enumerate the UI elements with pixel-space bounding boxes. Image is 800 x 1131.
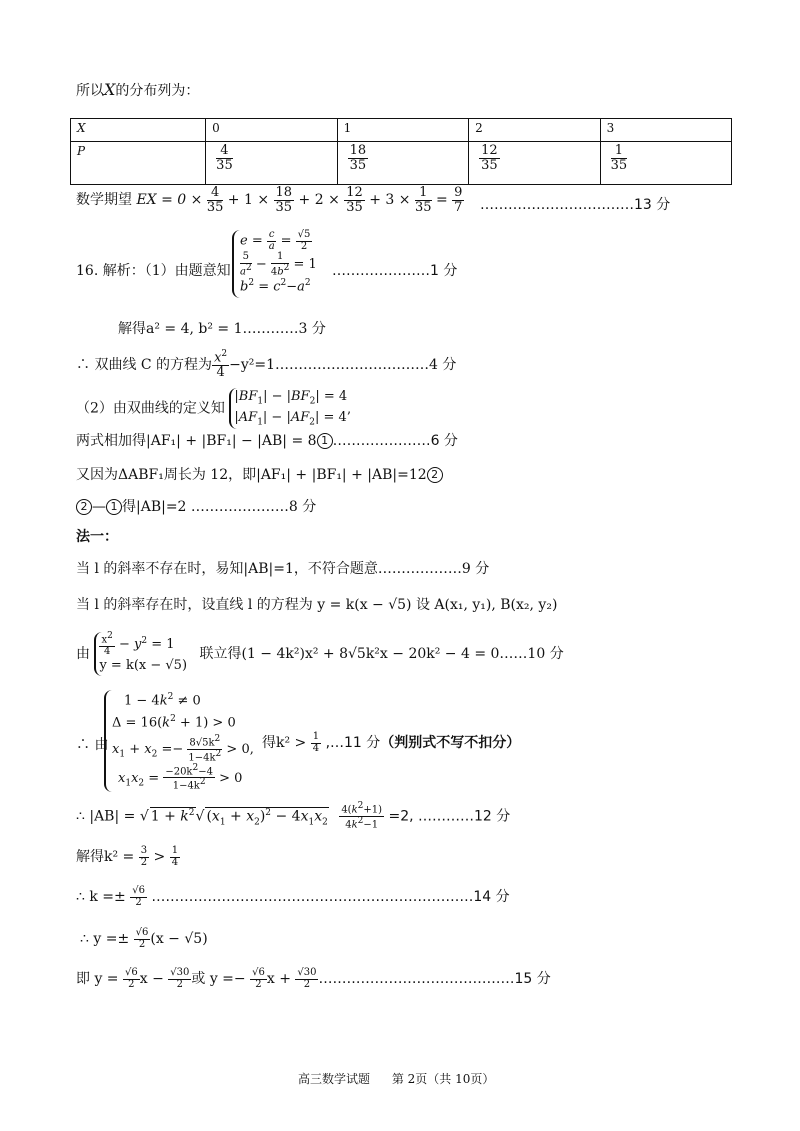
circle-2b: 2 — [76, 499, 92, 515]
distribution-intro — [76, 80, 199, 100]
exp-den-3: 35 — [414, 199, 432, 215]
row-p-label: P — [71, 142, 206, 185]
exp-den-1: 35 — [275, 199, 293, 215]
combine-prefix: 由 — [76, 646, 90, 663]
p-value-2 — [469, 142, 600, 185]
p-den-1: 35 — [349, 157, 367, 173]
p-value-1 — [337, 142, 468, 185]
part2-label: （2）由双曲线的定义知 — [76, 400, 225, 417]
exp-num-0: 4 — [207, 186, 224, 201]
slope-exists-line: 当 l 的斜率存在时，设直线 l 的方程为 y = k(x − √5) 设 A(x₁, y₁), B(x₂, y₂) — [76, 597, 558, 613]
intro-var: X — [104, 80, 116, 99]
k2-solve: 解得k² = $\frac{3}{2}$ > $\frac{1}{4}$ — [76, 845, 179, 868]
x-value-3: 3 — [600, 119, 731, 142]
p16-curve: ∴ 双曲线 C 的方程为 $\frac{x^2}{4}$ −y²=1……………………………4 分 — [76, 349, 457, 380]
final-lines: 即 y = $\frac{√6}{2}$ x − $\frac{√30}{2}$ 或 y =− $\frac{√6}{2}$ x + $\frac{√30}{2}$ ……………………………………15 分 — [76, 967, 551, 990]
p-den-2: 35 — [481, 157, 498, 173]
circle-2: 2 — [427, 467, 443, 483]
x-value-0: 0 — [206, 119, 337, 142]
k2-condition: 得k² > $\frac{1}{4}$ ,…11 分（判别式不写不扣分） — [262, 731, 521, 754]
therefore-by: ∴ 由 — [76, 737, 109, 753]
sum-line-text: 两式相加得|AF₁| + |BF₁| − |AB| = 8 — [76, 433, 317, 449]
k2-solve-prefix: 解得k² = — [76, 849, 135, 865]
diff-line-tail: 得|AB|=2 …………………8 分 — [122, 499, 317, 515]
discriminant-system: $1 - 4k^2 \ne 0$ $\Delta = 16(k^2 + 1) > 0$ $x_1 + x_2$ =− $\frac{8√5k^2}{1-4k^2}$ > 0, $x_1x_2$ = $\frac{-20k^2-4}{1-4k^2}$ > 0 — [104, 690, 254, 792]
intro-rest: 的分布列为： — [115, 83, 200, 99]
footer-page: 第 2页（共 10页） — [391, 1072, 495, 1086]
p-num-1: 18 — [349, 143, 367, 158]
x-value-1: 1 — [337, 119, 468, 142]
p16-points1: …………………1 分 — [332, 263, 458, 279]
no-slope-line: 当 l 的斜率不存在时，易知|AB|=1，不符合题意………………9 分 — [76, 561, 490, 577]
exp-den-2: 35 — [346, 199, 363, 215]
p-den-3: 35 — [610, 157, 628, 173]
p16-diff-line: 2 — 1 得|AB|=2 …………………8 分 — [76, 496, 316, 516]
k2-points: ,…11 分 — [325, 735, 381, 751]
p-den-0: 35 — [216, 157, 233, 173]
table-row-x — [71, 119, 732, 142]
perimeter-text: 又因为ΔABF₁周长为 12，即|AF₁| + |BF₁| + |AB|=12 — [76, 467, 427, 483]
p16-sum-line — [76, 430, 458, 450]
distribution-table — [70, 118, 732, 185]
x-value-2: 2 — [469, 119, 600, 142]
p-num-0: 4 — [216, 144, 233, 159]
exp-num-2: 12 — [346, 185, 363, 200]
line-equation: ∴ y =± $\frac{√6}{2}$ (x − √5) — [80, 927, 208, 950]
p16-perimeter-line — [76, 464, 443, 484]
k-points: ……………………………………………………………14 分 — [151, 889, 510, 905]
method-1-heading: 法一： — [76, 529, 118, 545]
p16-label: 16. 解析：（1）由题意知 — [76, 263, 231, 279]
ab-head: ∴ |AB| = — [76, 808, 136, 825]
exp-result-den: 7 — [454, 199, 463, 215]
line-points: ……………………………………15 分 — [318, 971, 551, 987]
p-num-2: 12 — [481, 143, 498, 158]
exp-den-0: 35 — [206, 199, 224, 215]
line-result-prefix: 即 y = — [76, 971, 119, 987]
circle-1b: 1 — [106, 499, 122, 515]
p-value-0 — [206, 142, 337, 185]
sum-points: …………………6 分 — [332, 433, 458, 449]
page-footer — [298, 1070, 494, 1087]
ab-formula: ∴ |AB| = √ $1 + k^2√$ $(x_1 + x_2)^2 - 4x_1x_2$ $\frac{4(k^2+1)}{4k^2-1}$ =2, …………12 分 — [76, 801, 511, 831]
intro-text: 所以 — [76, 83, 104, 99]
exp-num-3: 1 — [415, 186, 432, 201]
row-x-label: X — [71, 119, 206, 142]
expectation-label: 数学期望 — [76, 192, 132, 209]
p16-part2: （2）由双曲线的定义知 $|BF_1| - |BF_2| = 4$ $|AF_1| - |AF_2| = 4$’ — [76, 388, 351, 429]
expectation-formula-head: EX = 0 × — [136, 192, 203, 209]
problem-16-part1 — [76, 230, 231, 279]
p16-system: e = $\frac{c}{a}$ = $\frac{√5}{2}$ $\frac{5}{a^2}$ − $\frac{1}{4b^2}$ = 1 $b^2 = c^2-a^2$ — [232, 230, 317, 298]
curve-suffix: −y²=1……………………………4 分 — [229, 356, 457, 373]
ab-points: =2, …………12 分 — [388, 808, 511, 825]
exp-result-num: 9 — [454, 185, 463, 200]
footer-title: 高三数学试题 — [298, 1072, 371, 1086]
p-num-3: 1 — [611, 144, 628, 159]
p-value-3 — [600, 142, 731, 185]
get-k2: 得k² > — [262, 735, 307, 751]
expectation-line: 数学期望 EX = 0 × $\frac{4}{35}$ + 1 × $\frac{18}{35}$ + 2 × $\frac{12}{35}$ + 3 × $\frac{1}{35}$ = $\frac{9}{7}$ — [76, 185, 463, 215]
p16-solve: 解得a² = 4, b² = 1…………3 分 — [118, 321, 326, 337]
combine-line: 由 $\frac{x^2}{4}$ − $y^2 = 1$ y = k(x − √5) 联立得(1 − 4k²)x² + 8√5k²x − 20k² − 4 = 0……10 分 — [76, 632, 564, 676]
expectation-points: ……………………………13 分 — [480, 197, 671, 213]
table-row-p — [71, 142, 732, 185]
k-value: ∴ k =± $\frac{√6}{2}$ ……………………………………………………………14 分 — [76, 885, 510, 908]
circle-1: 1 — [317, 433, 333, 449]
k2-note: （判别式不写不扣分） — [380, 735, 521, 751]
curve-prefix: ∴ 双曲线 C 的方程为 — [76, 356, 213, 373]
exp-num-1: 18 — [275, 185, 293, 200]
combine-text: 联立得(1 − 4k²)x² + 8√5k²x − 20k² − 4 = 0……10 分 — [199, 646, 564, 663]
